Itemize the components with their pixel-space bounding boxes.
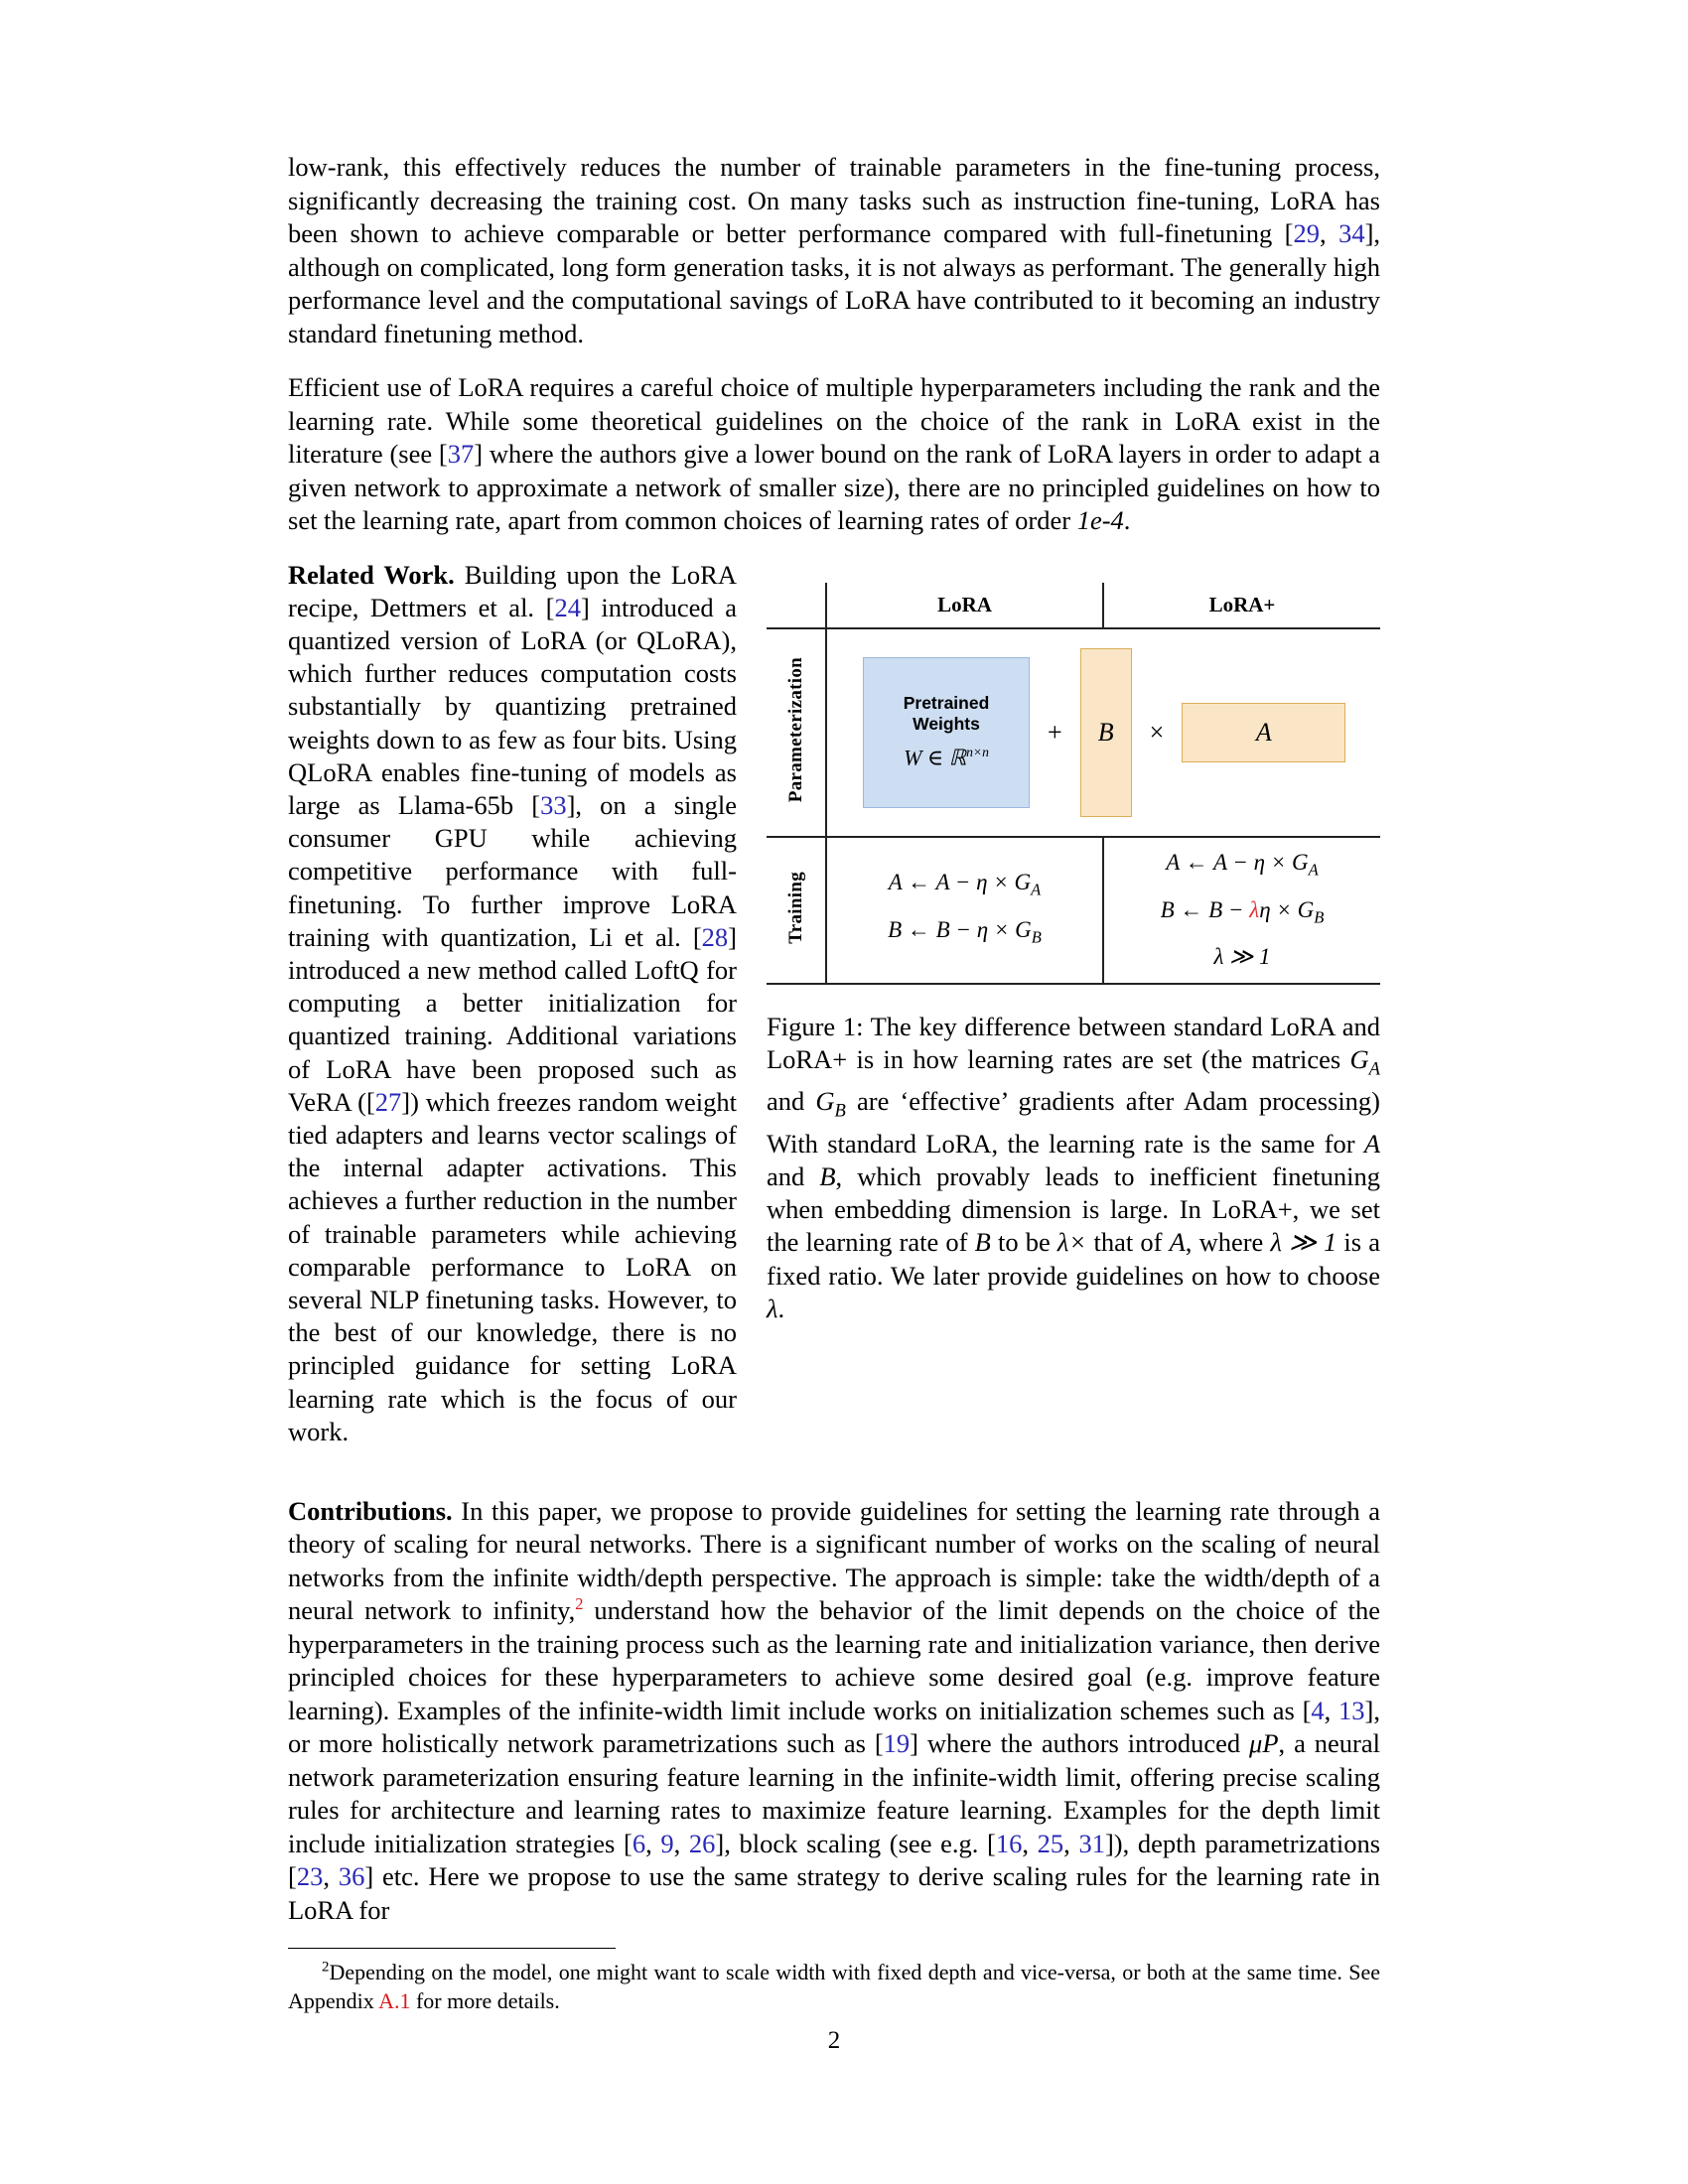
para-2-text-2: ] where the authors give a lower bound on the rank of LoRA layers in order to adapt a given network to approximate a network of smaller size), there are no principled guidelines on how to set the learning rate, apart from common choices of learning rates of order — [288, 439, 1380, 535]
related-work-t3: ], on a single consumer GPU while achieving competitive performance with full-finetuning. To further improve LoRA training with quantization, Li et al. [ — [288, 789, 737, 952]
lora-parameterization-diagram — [827, 629, 1380, 836]
plus-sign-icon: + — [1048, 717, 1062, 747]
figure-caption-m8: λ ≫ 1 — [1270, 1227, 1337, 1258]
figure-caption-m5: B — [974, 1227, 991, 1258]
matrix-a-label: A — [1255, 717, 1272, 747]
times-sign-icon: × — [1149, 717, 1165, 747]
pretrained-weights-box — [863, 657, 1030, 808]
contributions-t7: , — [645, 1828, 661, 1858]
figure-training-loraplus-equations — [1103, 837, 1380, 984]
citation-6[interactable]: 6 — [632, 1828, 646, 1858]
pretrained-weights-formula-base: W ∈ ℝ — [904, 745, 967, 770]
citation-34[interactable]: 34 — [1338, 218, 1365, 248]
citation-25[interactable]: 25 — [1037, 1828, 1064, 1858]
citation-31[interactable]: 31 — [1078, 1828, 1105, 1858]
page-number: 2 — [827, 2027, 841, 2054]
figure-row-label-training-text: Training — [784, 871, 806, 944]
figure-text-wrap-region — [288, 559, 1380, 1469]
paper-page — [288, 0, 1380, 2184]
figure-caption-m1-sub: A — [1368, 1058, 1380, 1079]
figure-caption-t5: , which provably leads to inefficient finetuning when embedding dimension is large. In LoRA+, we set the learning rate of — [767, 1160, 1380, 1258]
citation-33[interactable]: 33 — [540, 789, 567, 820]
citation-36[interactable]: 36 — [338, 1861, 365, 1892]
para-2-text-1: Efficient use of LoRA requires a careful choice of multiple hyperparameters including the rank and the learning rate. While some theoretical guidelines on the choice of the rank in LoRA exist in the literature (see [ — [288, 372, 1380, 469]
figure-corner-cell — [767, 583, 826, 628]
citation-16[interactable]: 16 — [995, 1828, 1023, 1858]
figure-training-lora-equations — [826, 837, 1103, 984]
matrix-b-box — [1080, 648, 1132, 817]
figure-parameterization-row — [767, 628, 1380, 837]
contributions-t5: ] where the authors introduced — [910, 1728, 1250, 1759]
figure-caption-m2-sub: B — [834, 1100, 846, 1122]
figure-caption-t3: are ‘effective’ gradients after Adam processing) With standard LoRA, the learning rate is the same for — [767, 1086, 1381, 1159]
paragraph-related-work — [288, 559, 737, 1448]
para-1-text-2: , — [1319, 218, 1339, 248]
pretrained-weights-formula-exponent: n×n — [966, 745, 989, 760]
related-work-column — [288, 559, 737, 1469]
citation-37[interactable]: 37 — [447, 439, 475, 469]
contributions-t6: , a neural network parameterization ensuring feature learning in the infinite-width limit, offering precise scaling rules for architecture and learning rates to maximize feature learning. Examples for the depth limit include initialization strategies [ — [288, 1728, 1380, 1858]
figure-parameterization-diagram-cell — [826, 628, 1380, 837]
loraplus-update-b — [1104, 890, 1380, 938]
page-body — [288, 0, 1380, 2015]
figure-caption-m9: λ — [767, 1293, 778, 1323]
contributions-t4: ], or more holistically network parametrizations such as [ — [288, 1695, 1380, 1759]
citation-23[interactable]: 23 — [296, 1861, 324, 1892]
contributions-t13: , — [323, 1861, 339, 1892]
loraplus-lambda-condition: λ ≫ 1 — [1213, 944, 1271, 970]
loraplus-update-b-post: η × G — [1259, 896, 1315, 922]
related-work-t1: Building upon the LoRA recipe, Dettmers et al. [ — [288, 559, 737, 622]
contributions-t1: In this paper, we propose to provide guidelines for setting the learning rate through a theory of scaling for neural networks. There is a significant number of works on the scaling of neural networks from the infinite width/depth perspective. The approach is simple: take the width/depth of a neural network to infinity, — [288, 1495, 1380, 1626]
loraplus-update-a — [1104, 843, 1380, 890]
appendix-link-a1[interactable]: A.1 — [378, 1988, 411, 2014]
loraplus-update-b-pre: B ← B − — [1160, 896, 1250, 922]
figure-header-row — [767, 583, 1380, 628]
figure-1-caption — [767, 1011, 1380, 1325]
contributions-t8: , — [673, 1828, 689, 1858]
para-1-text-1: low-rank, this effectively reduces the number of trainable parameters in the fine-tuning process, significantly decreasing the training cost. On many tasks such as instruction fine-tuning, LoRA has been shown to achieve comparable or better performance compared with full-finetuning [ — [288, 152, 1380, 248]
citation-13[interactable]: 13 — [1338, 1695, 1365, 1725]
lora-update-b-text: B ← B − η × G — [888, 916, 1032, 942]
figure-caption-t6: to be — [990, 1227, 1057, 1258]
figure-caption-label: Figure 1: — [767, 1011, 864, 1041]
related-work-t2: ] introduced a quantized version of LoRA (or QLoRA), which further reduces computation costs substantially by quantizing pretrained weights down to as few as four bits. Using QLoRA enables fine-tuning of models as large as Llama-65b [ — [288, 592, 737, 820]
figure-row-label-training — [767, 837, 826, 984]
lora-update-a — [827, 863, 1102, 910]
citation-27[interactable]: 27 — [374, 1086, 402, 1117]
math-learning-rate-order: 1e-4 — [1076, 505, 1124, 535]
contributions-t3: , — [1324, 1695, 1339, 1725]
contributions-t10: , — [1022, 1828, 1038, 1858]
matrix-a-box — [1182, 703, 1345, 762]
figure-1 — [767, 583, 1380, 985]
figure-training-row — [767, 837, 1380, 984]
pretrained-weights-title — [904, 693, 990, 735]
citation-29[interactable]: 29 — [1293, 218, 1320, 248]
figure-caption-m7: A — [1169, 1227, 1186, 1258]
pretrained-weights-formula — [904, 745, 989, 770]
figure-table — [767, 583, 1380, 985]
figure-header-lora-label: LoRA — [937, 592, 992, 616]
footnote-2 — [288, 1958, 1380, 2015]
contributions-t11: , — [1063, 1828, 1079, 1858]
citation-19[interactable]: 19 — [883, 1728, 911, 1759]
paragraph-intro — [288, 151, 1380, 350]
figure-header-lora — [826, 583, 1103, 628]
related-work-t4: ] introduced a new method called LoftQ for computing a better initialization for quantized training. Additional variations of LoRA have been proposed such as VeRA ([ — [288, 921, 737, 1117]
contributions-t9: ], block scaling (see e.g. [ — [715, 1828, 996, 1858]
figure-caption-t2: and — [767, 1086, 816, 1117]
figure-caption-m1: G — [1349, 1043, 1369, 1074]
footnote-2-marker: 2 — [322, 1960, 330, 1977]
figure-caption-m3: A — [1363, 1128, 1380, 1159]
citation-4[interactable]: 4 — [1311, 1695, 1325, 1725]
figure-caption-t10: . — [777, 1293, 785, 1323]
contributions-heading: Contributions. — [288, 1495, 453, 1526]
figure-caption-t9: is a fixed ratio. We later provide guidelines on how to choose — [767, 1227, 1381, 1291]
lora-update-a-sub: A — [1031, 880, 1042, 899]
figure-caption-t7: that of — [1086, 1227, 1170, 1258]
figure-caption-m4: B — [819, 1160, 836, 1191]
citation-9[interactable]: 9 — [660, 1828, 674, 1858]
paragraph-contributions — [288, 1495, 1380, 1928]
related-work-heading: Related Work. — [288, 559, 455, 590]
loraplus-lambda-symbol: λ — [1249, 896, 1260, 922]
math-mup: μP — [1249, 1728, 1279, 1759]
para-2-text-3: . — [1123, 505, 1131, 535]
figure-header-loraplus-label: LoRA+ — [1208, 592, 1276, 616]
paragraph-hyperparameters — [288, 371, 1380, 538]
figure-caption-m2: G — [815, 1086, 835, 1117]
figure-row-label-parameterization — [767, 628, 826, 837]
footnote-2-t1: Depending on the model, one might want to scale width with fixed depth and vice-versa, or both at the same time. See Appendix — [288, 1960, 1380, 2014]
loraplus-update-a-sub: A — [1308, 860, 1319, 880]
figure-row-label-parameterization-text: Parameterization — [784, 656, 806, 803]
citation-24[interactable]: 24 — [554, 592, 581, 622]
lora-update-b — [827, 910, 1102, 958]
related-work-t5: ]) which freezes random weight tied adapters and learns vector scalings of the internal adapter activations. This achieves a further reduction in the number of trainable parameters while achieving comparable performance to LoRA on several NLP finetuning tasks. However, to the best of our knowledge, there is no principled guidance for setting LoRA learning rate which is the focus of our work. — [288, 1086, 738, 1446]
figure-caption-t1: The key difference between standard LoRA and LoRA+ is in how learning rates are set (the matrices — [767, 1011, 1380, 1074]
citation-26[interactable]: 26 — [688, 1828, 716, 1858]
footnote-2-t2: for more details. — [410, 1988, 560, 2014]
figure-header-loraplus — [1103, 583, 1380, 628]
contributions-t2: understand how the behavior of the limit depends on the choice of the hyperparameters in the training process such as the learning rate and initialization variance, then derive principled choices for these hyperparameters to achieve some desired goal (e.g. improve feature learning). Examples of the infinite-width limit include works on initialization schemes such as [ — [288, 1595, 1381, 1725]
figure-column — [767, 559, 1380, 1325]
figure-caption-m6: λ× — [1056, 1227, 1087, 1258]
pretrained-weights-title-line1: Pretrained — [903, 693, 990, 714]
contributions-t14: ] etc. Here we propose to use the same strategy to derive scaling rules for the learning rate in LoRA for — [288, 1861, 1381, 1925]
loraplus-update-a-text: A ← A − η × G — [1166, 849, 1309, 875]
footnote-marker-2[interactable]: 2 — [575, 1594, 584, 1614]
matrix-b-label: B — [1097, 717, 1114, 747]
lora-update-b-sub: B — [1031, 927, 1042, 947]
pretrained-weights-title-line2: Weights — [913, 714, 980, 735]
citation-28[interactable]: 28 — [701, 921, 729, 952]
lora-update-a-text: A ← A − η × G — [888, 869, 1032, 894]
loraplus-update-b-sub: B — [1314, 907, 1325, 927]
para-1-text-3: ], although on complicated, long form generation tasks, it is not always as performant. The generally high performance level and the computational savings of LoRA have contributed to it becoming an industry standard finetuning method. — [288, 218, 1381, 348]
contributions-t12: ]), depth parametrizations [ — [288, 1828, 1381, 1892]
figure-caption-t8: , where — [1185, 1227, 1271, 1258]
footnote-rule — [288, 1948, 616, 1949]
figure-caption-t4: and — [767, 1160, 820, 1191]
